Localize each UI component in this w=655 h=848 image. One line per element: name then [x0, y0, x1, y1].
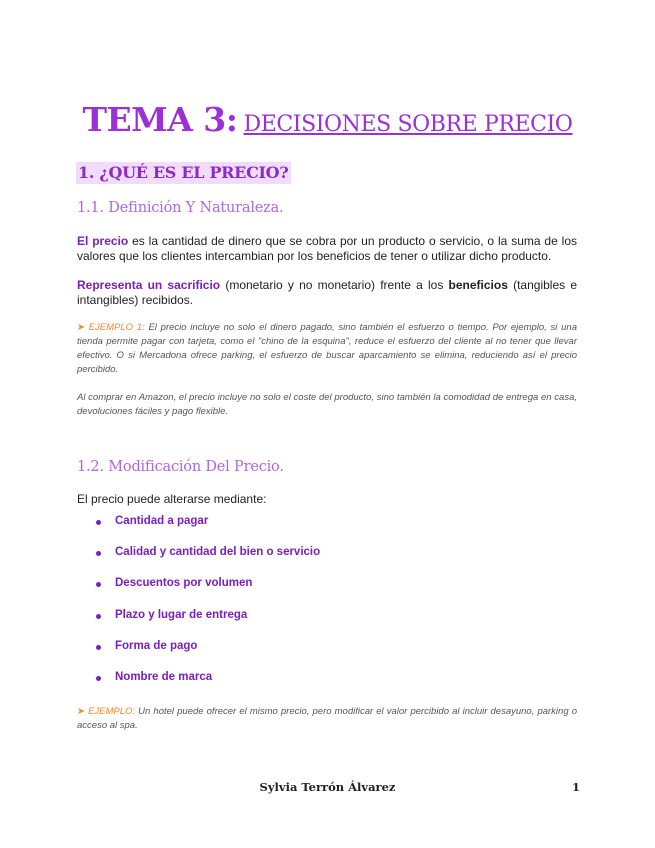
- sacrifice-text-b: (tangibles e intangibles) recibidos.: [77, 278, 578, 307]
- definition-text: es la cantidad de dinero que se cobra por un producto o servicio, o la suma de los valores que los clientes intercambian por los beneficios de tener o utilizar dicho producto.: [77, 234, 577, 263]
- bullet-icon: [96, 645, 101, 650]
- list-item: Plazo y lugar de entrega: [96, 609, 536, 640]
- benefits-term: beneficios: [448, 278, 508, 292]
- definition-paragraph: [77, 234, 577, 264]
- sacrifice-text-a: (monetario y no monetario) frente a los: [220, 278, 449, 292]
- bullet-icon: [96, 520, 101, 525]
- title-subtitle: DECISIONES SOBRE PRECIO: [243, 112, 573, 137]
- section-heading-1: 1. ¿QUÉ ES EL PRECIO?: [76, 162, 291, 184]
- list-item: Nombre de marca: [96, 671, 536, 702]
- list-item: Forma de pago: [96, 640, 536, 671]
- sacrifice-term: Representa un sacrificio: [77, 278, 221, 292]
- example-2: [77, 705, 577, 733]
- example-1-amazon: Al comprar en Amazon, el precio incluye no solo el coste del producto, sino también la comodidad de entrega en casa, devoluciones fáciles y pago flexible.: [77, 392, 577, 417]
- footer-page-number: 1: [572, 780, 581, 794]
- list-item: Cantidad a pagar: [96, 515, 536, 546]
- bullet-icon: [96, 676, 101, 681]
- section-heading-1-2: 1.2. Modificación Del Precio.: [77, 459, 284, 475]
- bullet-icon: [96, 551, 101, 556]
- document-title: [0, 100, 655, 139]
- definition-term: El precio: [77, 234, 129, 248]
- example-1-text: El precio incluye no solo el dinero pagado, sino también el esfuerzo o tiempo. Por ejemplo, si una tienda permite pagar con tarjeta, como el "chino de la esquina", reduce el esfuerzo del cliente al no tener que llevar efectivo. O si Mercadona ofrece parking, el esfuerzo de buscar aparcamiento se elimina, reduciendo así el precio percibido.: [77, 322, 577, 375]
- list-item: Descuentos por volumen: [96, 577, 536, 608]
- arrow-icon: ➤: [77, 706, 85, 717]
- example-1: [77, 321, 577, 377]
- sacrifice-paragraph: [77, 278, 577, 308]
- footer-author: Sylvia Terrón Álvarez: [259, 780, 396, 794]
- example-1-label: EJEMPLO 1:: [88, 322, 145, 333]
- bullet-icon: [96, 614, 101, 619]
- modification-list: [96, 515, 536, 702]
- section-heading-1-1: 1.1. Definición Y Naturaleza.: [77, 200, 284, 216]
- example-2-text: Un hotel puede ofrecer el mismo precio, pero modificar el valor percibido al incluir desayuno, parking o acceso al spa.: [77, 706, 577, 731]
- modification-intro: El precio puede alterarse mediante:: [77, 492, 267, 506]
- arrow-icon: ➤: [77, 322, 85, 333]
- title-main: TEMA 3:: [82, 100, 238, 139]
- example-2-label: EJEMPLO:: [88, 706, 136, 717]
- bullet-icon: [96, 582, 101, 587]
- list-item: Calidad y cantidad del bien o servicio: [96, 546, 536, 577]
